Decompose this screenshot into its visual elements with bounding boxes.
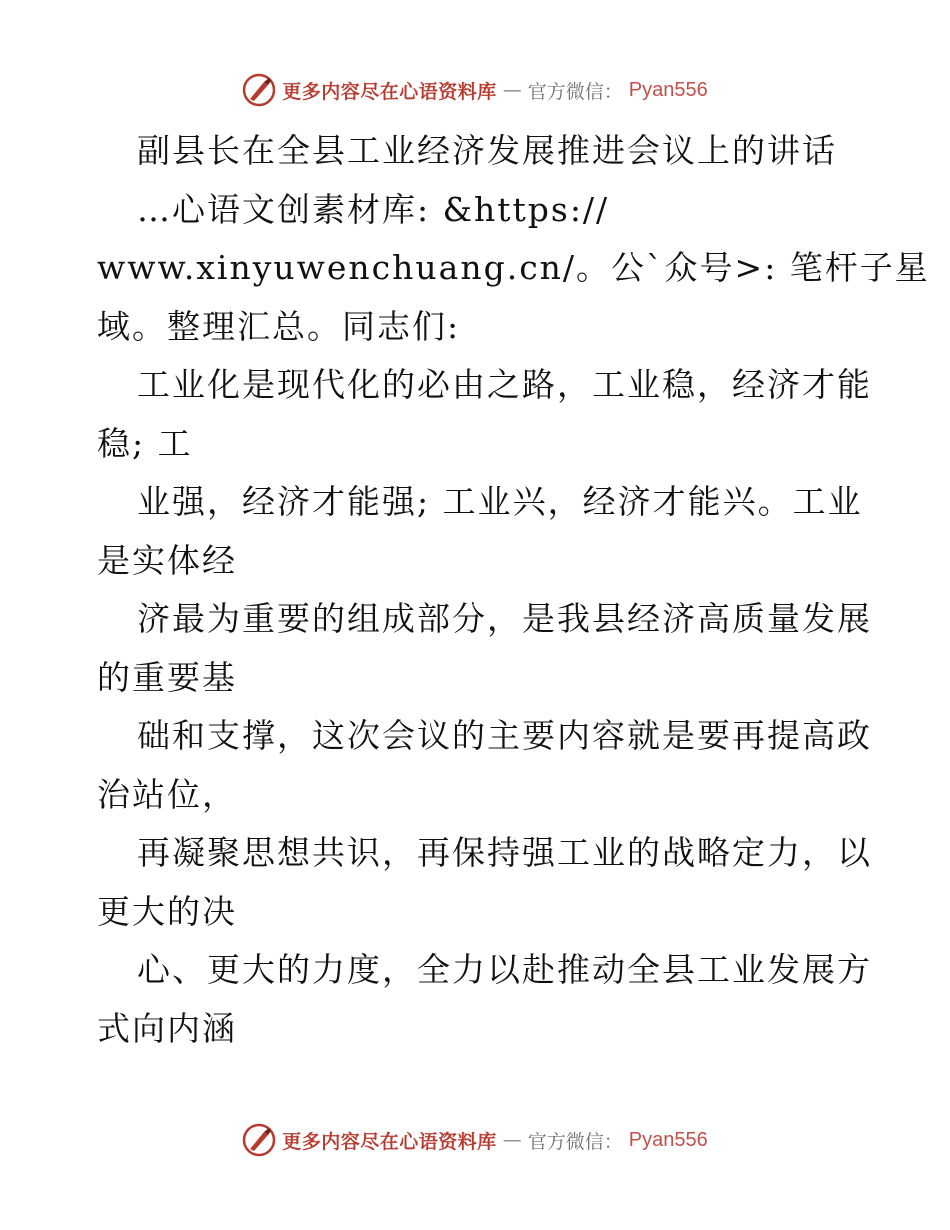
banner-wechat-id: Pyan556 (628, 78, 708, 101)
banner-text: 更多内容尽在心语资料库 (282, 1130, 497, 1153)
footer-banner (0, 1120, 950, 1160)
quill-logo-icon (242, 73, 276, 107)
document-line: 心、更大的力度，全力以赴推动全县工业发展方 (137, 950, 872, 989)
document-line: 稳; 工 (97, 423, 193, 463)
banner-separator: — (502, 79, 522, 101)
document-line: 济最为重要的组成部分，是我县经济高质量发展 (137, 599, 872, 638)
document-line: 治站位， (97, 774, 237, 814)
document-line: 业强，经济才能强; 工业兴，经济才能兴。工业 (137, 482, 863, 521)
document-body (97, 122, 930, 1058)
document-line: 工业化是现代化的必由之路，工业稳，经济才能 (137, 365, 872, 404)
document-line: 础和支撑，这次会议的主要内容就是要再提高政 (137, 716, 872, 755)
document-line: 再凝聚思想共识，再保持强工业的战略定力，以 (137, 833, 872, 872)
document-line: …心语文创素材库: &https:// (137, 189, 610, 229)
banner-wechat-label: 官方微信： (527, 80, 623, 103)
banner-wechat-label: 官方微信： (527, 1130, 623, 1153)
document-line: 域。整理汇总。同志们: (97, 306, 461, 346)
document-line: www.xinyuwenchuang.cn/。公`众号>: 笔杆子星 (97, 248, 930, 287)
header-banner (0, 70, 950, 110)
banner-text: 更多内容尽在心语资料库 (282, 80, 497, 103)
document-title: 副县长在全县工业经济发展推进会议上的讲话 (137, 131, 837, 170)
document-line: 更大的决 (97, 891, 237, 931)
quill-logo-icon (242, 1123, 276, 1157)
document-line: 的重要基 (97, 657, 237, 697)
banner-wechat-id: Pyan556 (628, 1128, 708, 1151)
banner-separator: — (502, 1129, 522, 1151)
document-line: 式向内涵 (97, 1008, 237, 1048)
document-line: 是实体经 (97, 540, 237, 580)
